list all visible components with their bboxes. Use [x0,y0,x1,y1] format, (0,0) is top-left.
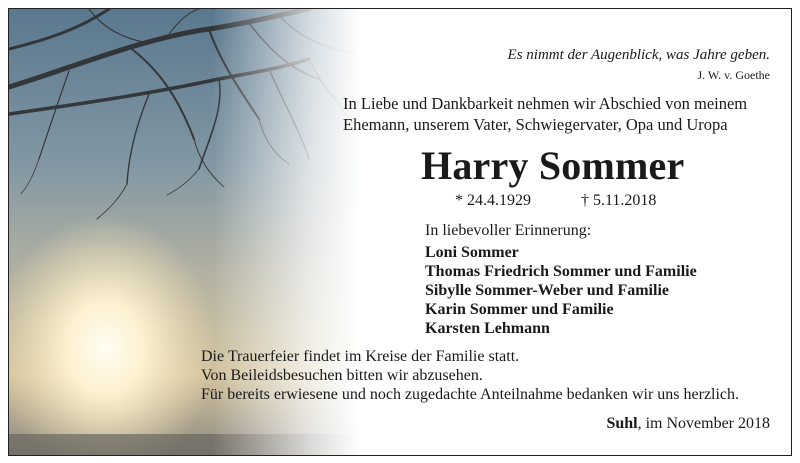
funeral-notice [201,347,739,404]
mourner-item: Karin Sommer und Familie [425,301,614,318]
notice-line: Für bereits erwiesene und noch zugedachte Anteilnahme bedanken wir uns herzlich. [201,386,740,403]
quote-author: J. W. v. Goethe [697,68,770,82]
birth-date: * 24.4.1929 [455,192,531,209]
mourner-item: Loni Sommer [425,244,519,261]
mourners-list [425,243,697,338]
place: Suhl [606,415,638,432]
intro-line: Ehemann, unserem Vater, Schwiegervater, Opa und Uropa [343,115,728,134]
notice-line: Von Beileidsbesuchen bitten wir abzusehen. [201,367,483,384]
memory-label: In liebevoller Erinnerung: [425,222,592,239]
obituary-frame [8,8,792,456]
death-date: † 5.11.2018 [581,192,657,209]
mourner-item: Thomas Friedrich Sommer und Familie [425,263,697,280]
quote-text: Es nimmt der Augenblick, was Jahre geben. [507,47,770,63]
date: , im November 2018 [637,415,770,432]
deceased-name: Harry Sommer [421,143,685,188]
mourner-item: Sibylle Sommer-Weber und Familie [425,282,669,299]
mourner-item: Karsten Lehmann [425,320,550,337]
notice-line: Die Trauerfeier findet im Kreise der Familie statt. [201,348,520,365]
intro-line: In Liebe und Dankbarkeit nehmen wir Abschied von meinem [343,94,748,113]
place-and-date [606,415,770,433]
farewell-intro [343,93,747,135]
